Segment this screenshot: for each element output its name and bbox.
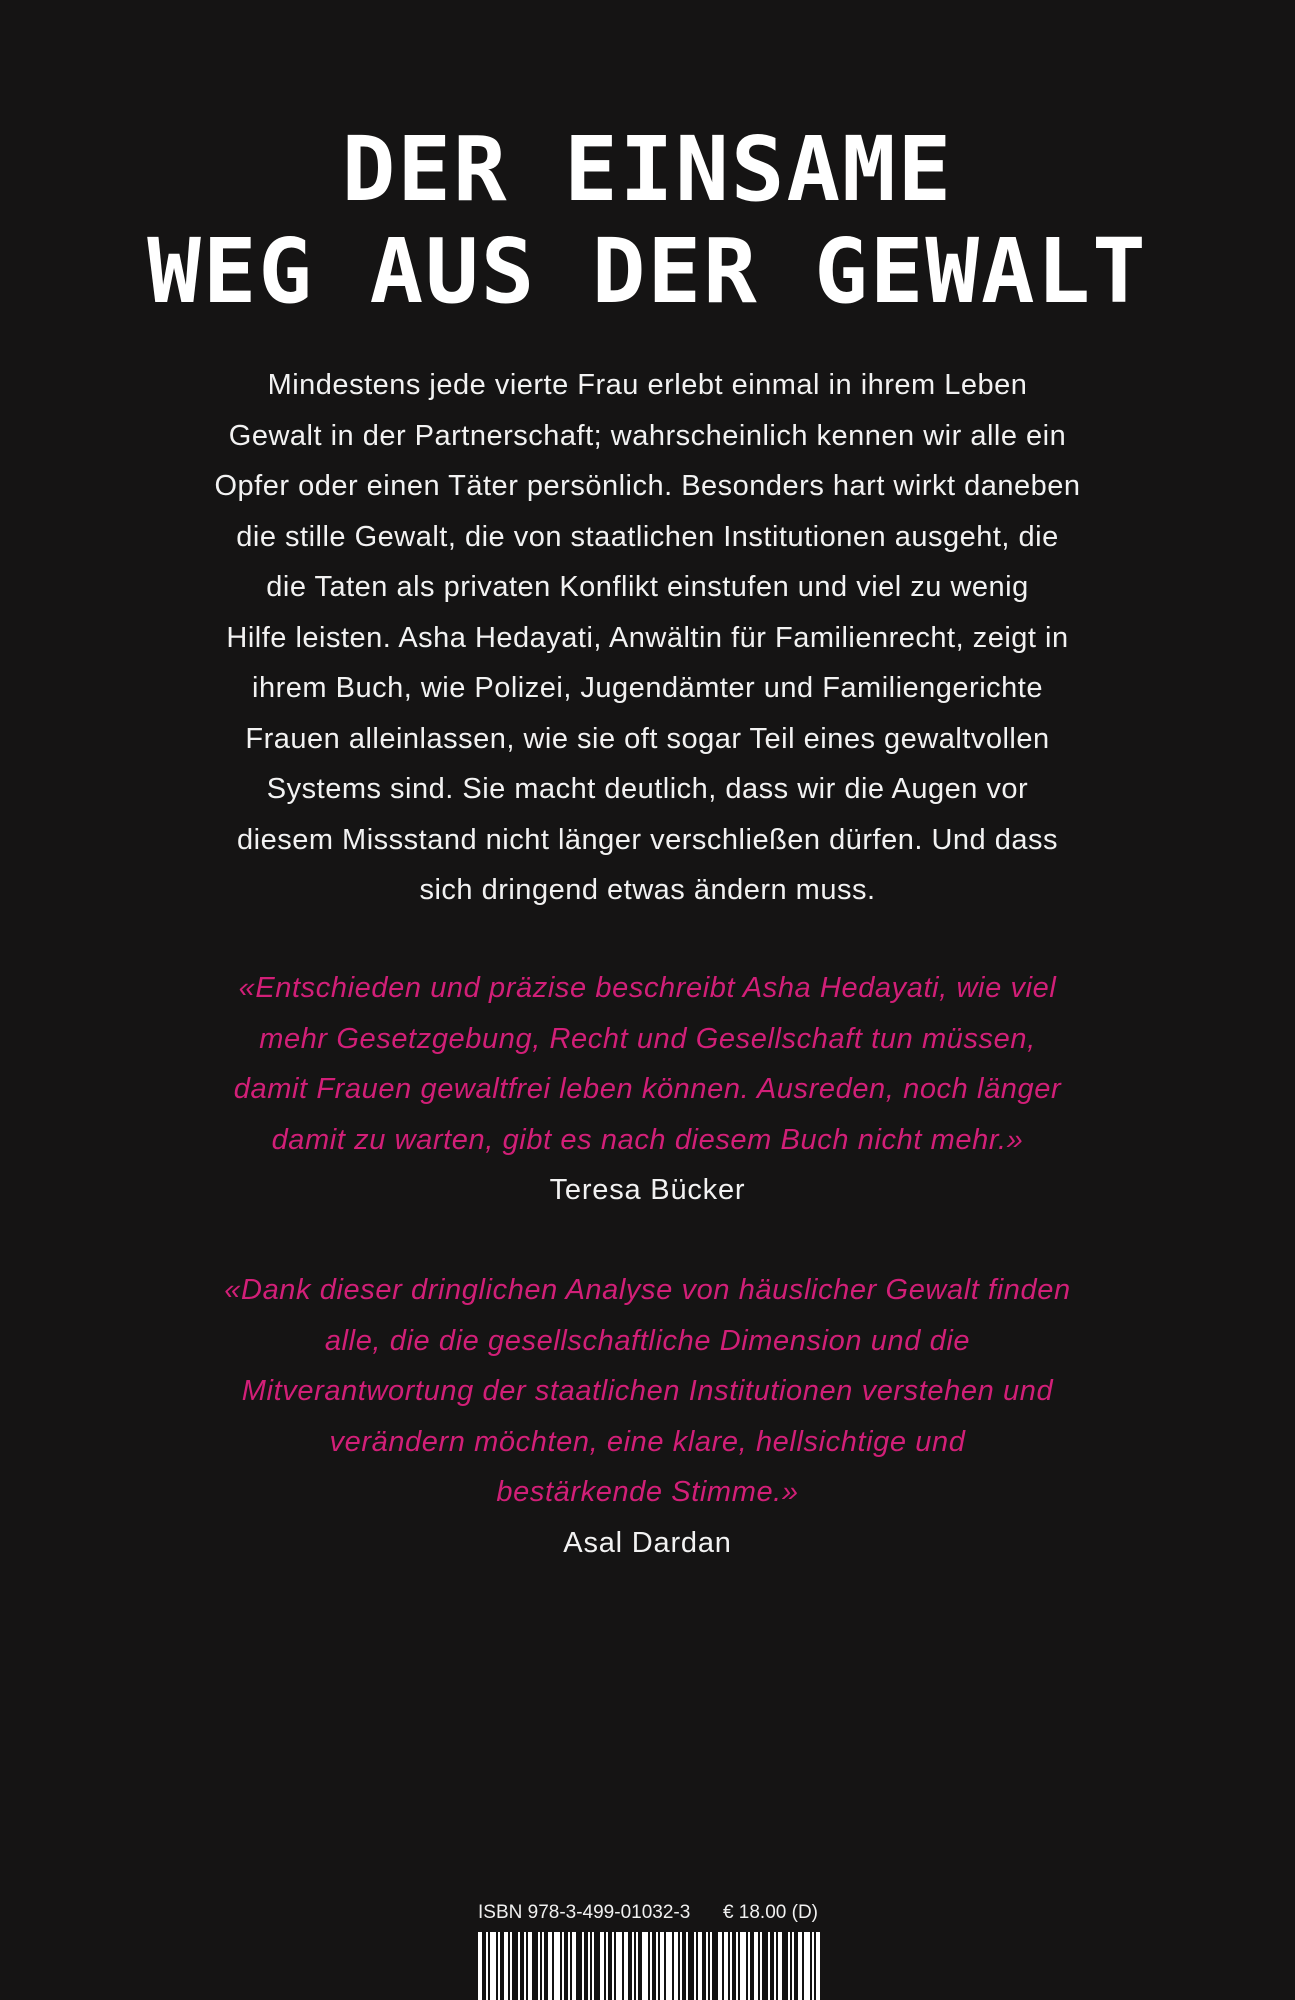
barcode-bar bbox=[552, 1932, 554, 2000]
barcode-bar bbox=[482, 1932, 486, 2000]
barcode-bar bbox=[540, 1932, 542, 2000]
barcode-bar bbox=[564, 1932, 568, 2000]
blurb-line: Frauen alleinlassen, wie sie oft sogar Teil eines gewaltvollen bbox=[245, 722, 1050, 755]
barcode-bar bbox=[688, 1932, 694, 2000]
barcode-bar bbox=[622, 1932, 624, 2000]
barcode-bar bbox=[614, 1932, 616, 2000]
barcode-bar bbox=[712, 1932, 718, 2000]
quote-line: bestärkende Stimme.» bbox=[496, 1476, 799, 1508]
barcode-bar bbox=[802, 1932, 804, 2000]
quote-line: damit zu warten, gibt es nach diesem Buch nicht mehr.» bbox=[271, 1123, 1024, 1156]
testimonial-quote-1 bbox=[110, 963, 1185, 1216]
isbn-price-row bbox=[478, 1901, 818, 1925]
barcode-bar bbox=[658, 1932, 660, 2000]
blurb-line: ihrem Buch, wie Polizei, Jugendämter und Familiengerichte bbox=[252, 672, 1043, 704]
barcode-bar bbox=[590, 1932, 592, 2000]
barcode-bar bbox=[532, 1932, 538, 2000]
blurb-line: diesem Missstand nicht länger verschließen dürfen. Und dass bbox=[237, 823, 1058, 856]
barcode-bar bbox=[762, 1932, 768, 2000]
barcode-bar bbox=[746, 1932, 748, 2000]
barcode-graphic bbox=[478, 1932, 820, 2000]
blurb-line: Systems sind. Sie macht deutlich, dass wir die Augen vor bbox=[266, 773, 1029, 805]
blurb-line: Hilfe leisten. Asha Hedayati, Anwältin für Familienrecht, zeigt in bbox=[226, 621, 1069, 654]
barcode-bar bbox=[512, 1932, 518, 2000]
barcode-bar bbox=[682, 1932, 686, 2000]
barcode-bar bbox=[594, 1932, 600, 2000]
blurb-line: die Taten als privaten Konflikt einstufen und viel zu wenig bbox=[266, 571, 1029, 603]
barcode-bar bbox=[652, 1932, 656, 2000]
quote-line: verändern möchten, eine klare, hellsichtige und bbox=[329, 1425, 966, 1458]
barcode bbox=[478, 1932, 820, 2000]
blurb-line: die stille Gewalt, die von staatlichen Institutionen ausgeht, die bbox=[236, 520, 1059, 553]
barcode-bar bbox=[584, 1932, 588, 2000]
barcode-bar bbox=[604, 1932, 606, 2000]
barcode-bar bbox=[776, 1932, 778, 2000]
quote-line: Mitverantwortung der staatlichen Institutionen verstehen und bbox=[241, 1375, 1054, 1407]
cover-title bbox=[0, 118, 1295, 322]
barcode-bar bbox=[794, 1932, 798, 2000]
blurb-line: sich dringend etwas ändern muss. bbox=[419, 874, 876, 906]
barcode-bar bbox=[758, 1932, 760, 2000]
barcode-bar bbox=[732, 1932, 736, 2000]
testimonial-quote-2 bbox=[110, 1265, 1185, 1568]
barcode-bar bbox=[696, 1932, 698, 2000]
barcode-bar bbox=[672, 1932, 674, 2000]
barcode-bar bbox=[500, 1932, 504, 2000]
quote-line: «Entschieden und präzise beschreibt Asha Hedayati, wie viel bbox=[238, 972, 1057, 1004]
barcode-bar bbox=[488, 1932, 490, 2000]
barcode-bar bbox=[526, 1932, 528, 2000]
barcode-bar bbox=[664, 1932, 666, 2000]
quote-line: alle, die die gesellschaftliche Dimension und die bbox=[324, 1324, 971, 1357]
barcode-bar bbox=[560, 1932, 562, 2000]
blurb-text bbox=[130, 360, 1165, 916]
barcode-bar bbox=[496, 1932, 498, 2000]
barcode-bar bbox=[750, 1932, 754, 2000]
blurb-line: Opfer oder einen Täter persönlich. Besonders hart wirkt daneben bbox=[214, 470, 1081, 502]
barcode-bar bbox=[702, 1932, 706, 2000]
barcode-bar bbox=[638, 1932, 642, 2000]
quote-author: Asal Dardan bbox=[563, 1526, 732, 1559]
barcode-bar bbox=[708, 1932, 710, 2000]
barcode-bar bbox=[728, 1932, 730, 2000]
barcode-bar bbox=[810, 1932, 812, 2000]
barcode-bar bbox=[520, 1932, 524, 2000]
barcode-bar bbox=[628, 1932, 632, 2000]
quote-line: mehr Gesetzgebung, Recht und Gesellschaft tun müssen, bbox=[259, 1022, 1036, 1055]
blurb-line: Mindestens jede vierte Frau erlebt einmal in ihrem Leben bbox=[267, 369, 1028, 401]
blurb-line: Gewalt in der Partnerschaft; wahrscheinlich kennen wir alle ein bbox=[228, 419, 1067, 452]
barcode-bar bbox=[722, 1932, 724, 2000]
barcode-bar bbox=[782, 1932, 788, 2000]
barcode-bar bbox=[678, 1932, 680, 2000]
barcode-bar bbox=[770, 1932, 774, 2000]
barcode-bar bbox=[648, 1932, 650, 2000]
barcode-bar bbox=[544, 1932, 548, 2000]
isbn-number: ISBN 978-3-499-01032-3 bbox=[478, 1902, 691, 1923]
barcode-bar bbox=[790, 1932, 792, 2000]
barcode-bar bbox=[634, 1932, 636, 2000]
quote-author: Teresa Bücker bbox=[549, 1174, 746, 1206]
cover-title-line-1: DER EINSAME bbox=[341, 117, 954, 221]
quote-line: «Dank dieser dringlichen Analyse von häuslicher Gewalt finden bbox=[224, 1274, 1071, 1306]
cover-title-line-2: WEG AUS DER GEWALT bbox=[147, 219, 1148, 323]
quote-line: damit Frauen gewaltfrei leben können. Ausreden, noch länger bbox=[233, 1073, 1062, 1105]
barcode-bar bbox=[814, 1932, 816, 2000]
barcode-bar bbox=[570, 1932, 572, 2000]
barcode-bar bbox=[608, 1932, 612, 2000]
barcode-bar bbox=[738, 1932, 740, 2000]
price-label: € 18.00 (D) bbox=[722, 1902, 818, 1923]
barcode-bar bbox=[508, 1932, 510, 2000]
barcode-bar bbox=[576, 1932, 582, 2000]
